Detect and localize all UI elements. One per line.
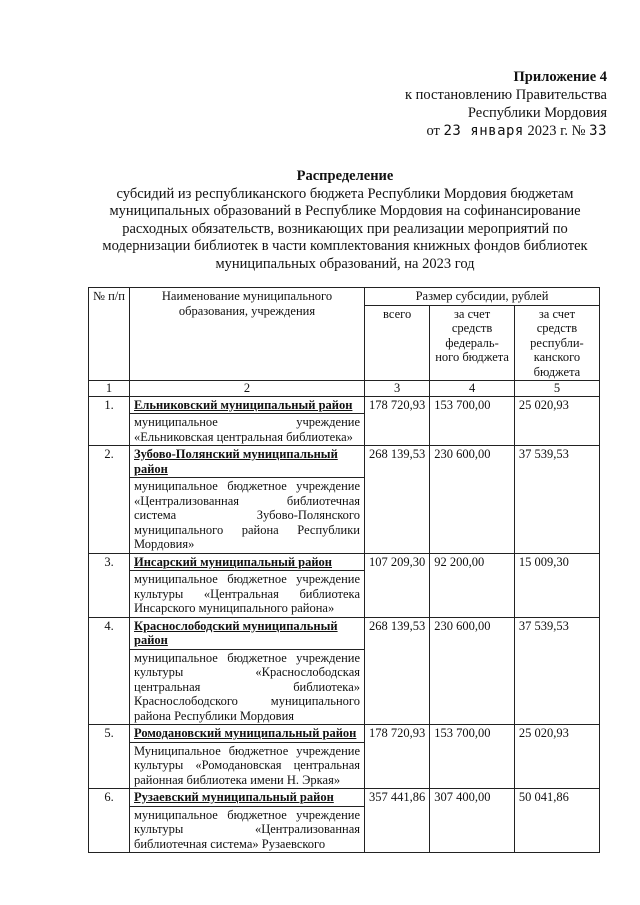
row-number: 6. xyxy=(89,789,130,853)
row-number: 4. xyxy=(89,617,130,725)
header-num: № п/п xyxy=(89,288,130,381)
document-number: 33 xyxy=(589,123,607,139)
header-size: Размер субсидии, рублей xyxy=(365,288,600,306)
date-year: 2023 г. № xyxy=(527,123,586,139)
column-number-row xyxy=(89,381,600,397)
district-name: Зубово-Полянский муниципальный район xyxy=(130,446,365,478)
value-federal: 153 700,00 xyxy=(430,725,515,789)
col-number: 2 xyxy=(130,381,365,397)
table-row xyxy=(89,396,600,414)
appendix-line-3: Республики Мордовия xyxy=(467,105,607,121)
value-total: 178 720,93 xyxy=(365,396,430,446)
table-header-row xyxy=(89,288,600,306)
table-row xyxy=(89,617,600,649)
value-republic: 15 009,30 xyxy=(514,553,599,617)
table-row xyxy=(89,789,600,807)
district-name: Ельниковский муниципальный район xyxy=(130,396,365,414)
value-total: 268 139,53 xyxy=(365,446,430,554)
document-subtitle: субсидий из республиканского бюджета Республики Мордовия бюджетам муниципальных образований в Республике Мордовия на софинансирование расходных обязательств, возникающих при реализации мероприятий по модернизации библиотек в части комплектования книжных фондов библиотек муниципальных образований, на 2023 год xyxy=(102,185,588,272)
value-federal: 230 600,00 xyxy=(430,617,515,725)
row-number: 3. xyxy=(89,553,130,617)
institution-name: муниципальное бюджетное учреждение «Централизованная библиотечная система Зубово-Полянского муниципального района Республики Мордовия» xyxy=(130,478,365,554)
appendix-title: Приложение 4 xyxy=(513,69,607,85)
subsidy-table xyxy=(88,287,600,853)
header-republic: за счет средств республи-канского бюджета xyxy=(514,305,599,381)
document-title: Распределение xyxy=(296,168,394,184)
header-name: Наименование муниципального образования, учреждения xyxy=(130,288,365,381)
document-heading xyxy=(80,168,610,273)
institution-name: муниципальное учреждение «Ельниковская центральная библиотека» xyxy=(130,414,365,446)
institution-name: муниципальное бюджетное учреждение культуры «Центральная библиотека Инсарского муниципального района» xyxy=(130,571,365,618)
value-federal: 307 400,00 xyxy=(430,789,515,853)
col-number: 4 xyxy=(430,381,515,397)
value-federal: 92 200,00 xyxy=(430,553,515,617)
row-number: 2. xyxy=(89,446,130,554)
col-number: 3 xyxy=(365,381,430,397)
table-row xyxy=(89,725,600,743)
district-name: Ромодановский муниципальный район xyxy=(130,725,365,743)
value-total: 357 441,86 xyxy=(365,789,430,853)
value-republic: 50 041,86 xyxy=(514,789,599,853)
date-value: 23 января xyxy=(443,123,524,139)
value-republic: 25 020,93 xyxy=(514,396,599,446)
value-federal: 153 700,00 xyxy=(430,396,515,446)
row-number: 5. xyxy=(89,725,130,789)
institution-name: Муниципальное бюджетное учреждение культуры «Ромодановская центральная районная библиотека имени Н. Эркая» xyxy=(130,742,365,789)
district-name: Краснослободский муниципальный район xyxy=(130,617,365,649)
value-republic: 25 020,93 xyxy=(514,725,599,789)
col-number: 1 xyxy=(89,381,130,397)
date-prefix: от xyxy=(426,123,440,139)
value-republic: 37 539,53 xyxy=(514,617,599,725)
header-federal: за счет средств федераль-ного бюджета xyxy=(430,305,515,381)
table-row xyxy=(89,446,600,478)
institution-name: муниципальное бюджетное учреждение культуры «Краснослободская центральная библиотека» Краснослободского муниципального района Республики Мордовия xyxy=(130,649,365,725)
value-total: 268 139,53 xyxy=(365,617,430,725)
value-total: 107 209,30 xyxy=(365,553,430,617)
value-total: 178 720,93 xyxy=(365,725,430,789)
district-name: Инсарский муниципальный район xyxy=(130,553,365,571)
appendix-line-2: к постановлению Правительства xyxy=(405,87,607,103)
appendix-date-line xyxy=(405,122,607,140)
table-row xyxy=(89,553,600,571)
value-republic: 37 539,53 xyxy=(514,446,599,554)
value-federal: 230 600,00 xyxy=(430,446,515,554)
district-name: Рузаевский муниципальный район xyxy=(130,789,365,807)
appendix-block xyxy=(405,68,607,140)
institution-name: муниципальное бюджетное учреждение культуры «Централизованная библиотечная система» Рузаевского xyxy=(130,806,365,853)
row-number: 1. xyxy=(89,396,130,446)
header-total: всего xyxy=(365,305,430,381)
col-number: 5 xyxy=(514,381,599,397)
